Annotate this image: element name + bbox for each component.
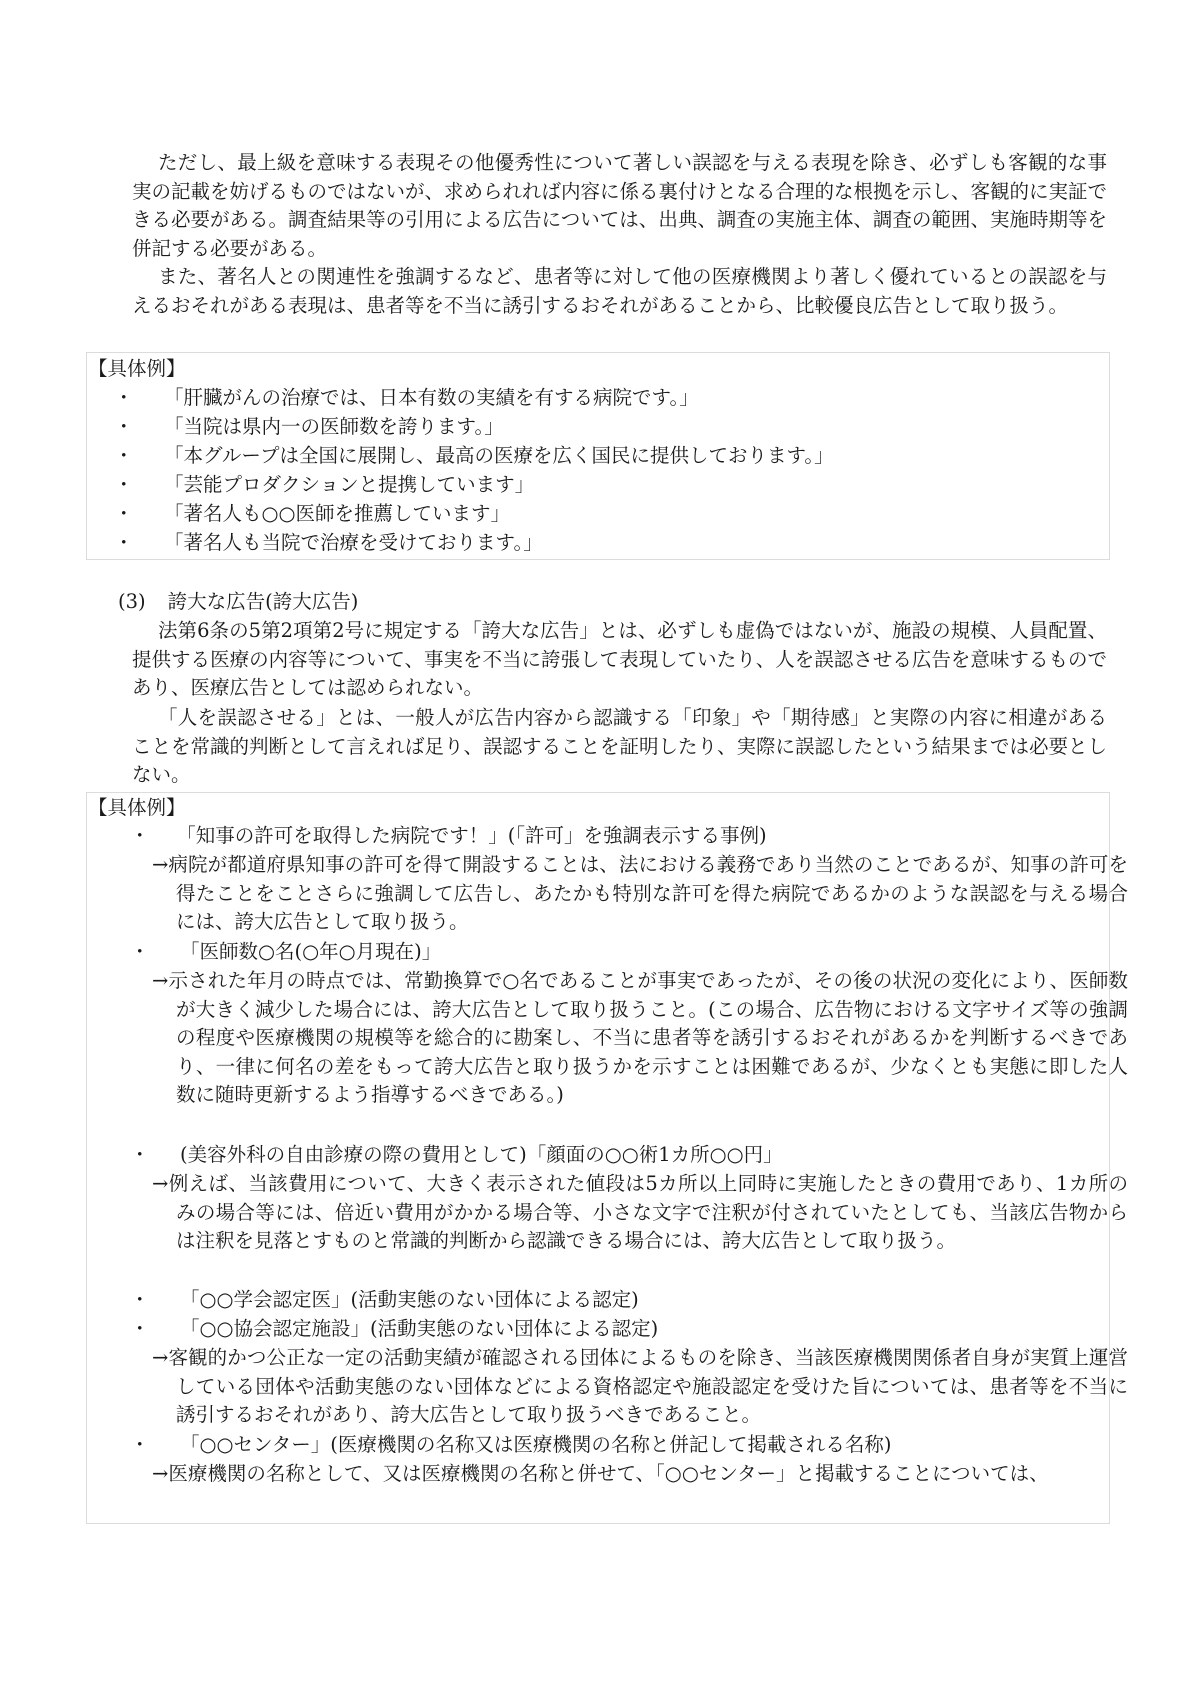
- bullet-dot: ・: [130, 1288, 150, 1311]
- example-explanation: →例えば、当該費用について、大きく表示された値段は5カ所以上同時に実施したときの費用であり、1カ所のみの場合等には、倍近い費用がかかる場合等、小さな文字で注釈が付されていたとしても、当該広告物からは注釈を見落とすものと常識的判断から認識できる場合には、誇大広告として取り扱う。: [152, 1172, 1128, 1252]
- example-explanation: →客観的かつ公正な一定の活動実績が確認される団体によるものを除き、当該医療機関関係者自身が実質上運営している団体や活動実態のない団体などによる資格認定や施設認定を受けた旨については、患者等を不当に誘引するおそれがあり、誇大広告として取り扱うべきであること。: [152, 1346, 1128, 1426]
- paragraph-misleading: 「人を誤認させる」とは、一般人が広告内容から認識する「印象」や「期待感」と実際の内容に相違があることを常識的判断として言えれば足り、誤認することを証明したり、実際に誤認したという結果までは必要としない。: [132, 706, 1108, 786]
- paragraph-celebrity: また、著名人との関連性を強調するなど、患者等に対して他の医療機関より著しく優れているとの誤認を与えるおそれがある表現は、患者等を不当に誘引するおそれがあることから、比較優良広告として取り扱う。: [132, 265, 1107, 317]
- example-text: 「知事の許可を取得した病院です！」(「許可」を強調表示する事例): [170, 824, 767, 847]
- section-number: (3): [118, 590, 146, 613]
- bullet-dot: ・: [130, 1433, 150, 1456]
- bullet-dot: ・: [130, 824, 150, 847]
- example-text: 「著名人も当院で治療を受けております。」: [164, 531, 543, 554]
- bullet-dot: ・: [114, 473, 134, 496]
- example-item: [114, 384, 699, 413]
- bullet-dot: ・: [114, 444, 134, 467]
- examples-label-a: 【具体例】: [88, 357, 186, 380]
- example-text: 「当院は県内一の医師数を誇ります。」: [164, 415, 504, 438]
- example-item: [114, 500, 510, 529]
- example-explanation: →病院が都道府県知事の許可を得て開設することは、法における義務であり当然のことであるが、知事の許可を得たことをことさらに強調して広告し、あたかも特別な許可を得た病院であるかのような誤認を与える場合には、誇大広告として取り扱う。: [152, 853, 1128, 933]
- example-text: 「○○協会認定施設」(活動実態のない団体による認定): [180, 1317, 659, 1340]
- bullet-dot: ・: [114, 531, 134, 554]
- example-text: 「○○センター」(医療機関の名称又は医療機関の名称と併記して掲載される名称): [180, 1433, 892, 1456]
- example-item: [130, 1431, 891, 1460]
- paragraph-exaggerated-definition: 法第6条の5第2項第2号に規定する「誇大な広告」とは、必ずしも虚偽ではないが、施設の規模、人員配置、提供する医療の内容等について、事実を不当に誇張して表現していたり、人を誤認させる広告を意味するものであり、医療広告としては認められない。: [132, 619, 1107, 699]
- example-item: [114, 442, 834, 471]
- example-text: 「本グループは全国に展開し、最高の医療を広く国民に提供しております。」: [164, 444, 834, 467]
- example-text: 「肝臓がんの治療では、日本有数の実績を有する病院です。」: [164, 386, 699, 409]
- example-item: [130, 1286, 639, 1315]
- example-text: (美容外科の自由診療の際の費用として)「顔面の○○術1カ所○○円」: [180, 1143, 783, 1166]
- bullet-dot: ・: [114, 415, 134, 438]
- example-explanation: →医療機関の名称として、又は医療機関の名称と併せて、「○○センター」と掲載することについては、: [152, 1462, 1049, 1485]
- example-item: [114, 529, 543, 558]
- bullet-dot: ・: [130, 1143, 150, 1166]
- bullet-dot: ・: [130, 940, 150, 963]
- bullet-dot: ・: [114, 386, 134, 409]
- example-explanation: →示された年月の時点では、常勤換算で○名であることが事実であったが、その後の状況の変化により、医師数が大きく減少した場合には、誇大広告として取り扱うこと。(この場合、広告物における文字サイズ等の強調の程度や医療機関の規模等を総合的に勘案し、不当に患者等を誘引するおそれがあるかを判断するべきであり、一律に何名の差をもって誇大広告と取り扱うかを示すことは困難であるが、少なくとも実態に即した人数に随時更新するよう指導するべきである。): [152, 969, 1128, 1106]
- section-title: 誇大な広告(誇大広告): [167, 590, 359, 613]
- bullet-dot: ・: [130, 1317, 150, 1340]
- example-text: 「医師数○名(○年○月現在)」: [180, 940, 442, 963]
- example-item: [114, 471, 534, 500]
- example-item: [114, 413, 504, 442]
- example-text: 「○○学会認定医」(活動実態のない団体による認定): [180, 1288, 639, 1311]
- bullet-dot: ・: [114, 502, 134, 525]
- example-text: 「著名人も○○医師を推薦しています」: [164, 502, 511, 525]
- example-item: [130, 1315, 658, 1344]
- section-heading: [118, 588, 358, 617]
- example-item: [130, 1141, 783, 1170]
- paragraph-superlative: ただし、最上級を意味する表現その他優秀性について著しい誤認を与える表現を除き、必ずしも客観的な事実の記載を妨げるものではないが、求められれば内容に係る裏付けとなる合理的な根拠を示し、客観的に実証できる必要がある。調査結果等の引用による広告については、出典、調査の実施主体、調査の範囲、実施時期等を併記する必要がある。: [132, 151, 1108, 260]
- example-text: 「芸能プロダクションと提携しています」: [164, 473, 535, 496]
- example-item: [130, 822, 767, 851]
- examples-label-b: 【具体例】: [88, 796, 186, 819]
- example-item: [130, 938, 441, 967]
